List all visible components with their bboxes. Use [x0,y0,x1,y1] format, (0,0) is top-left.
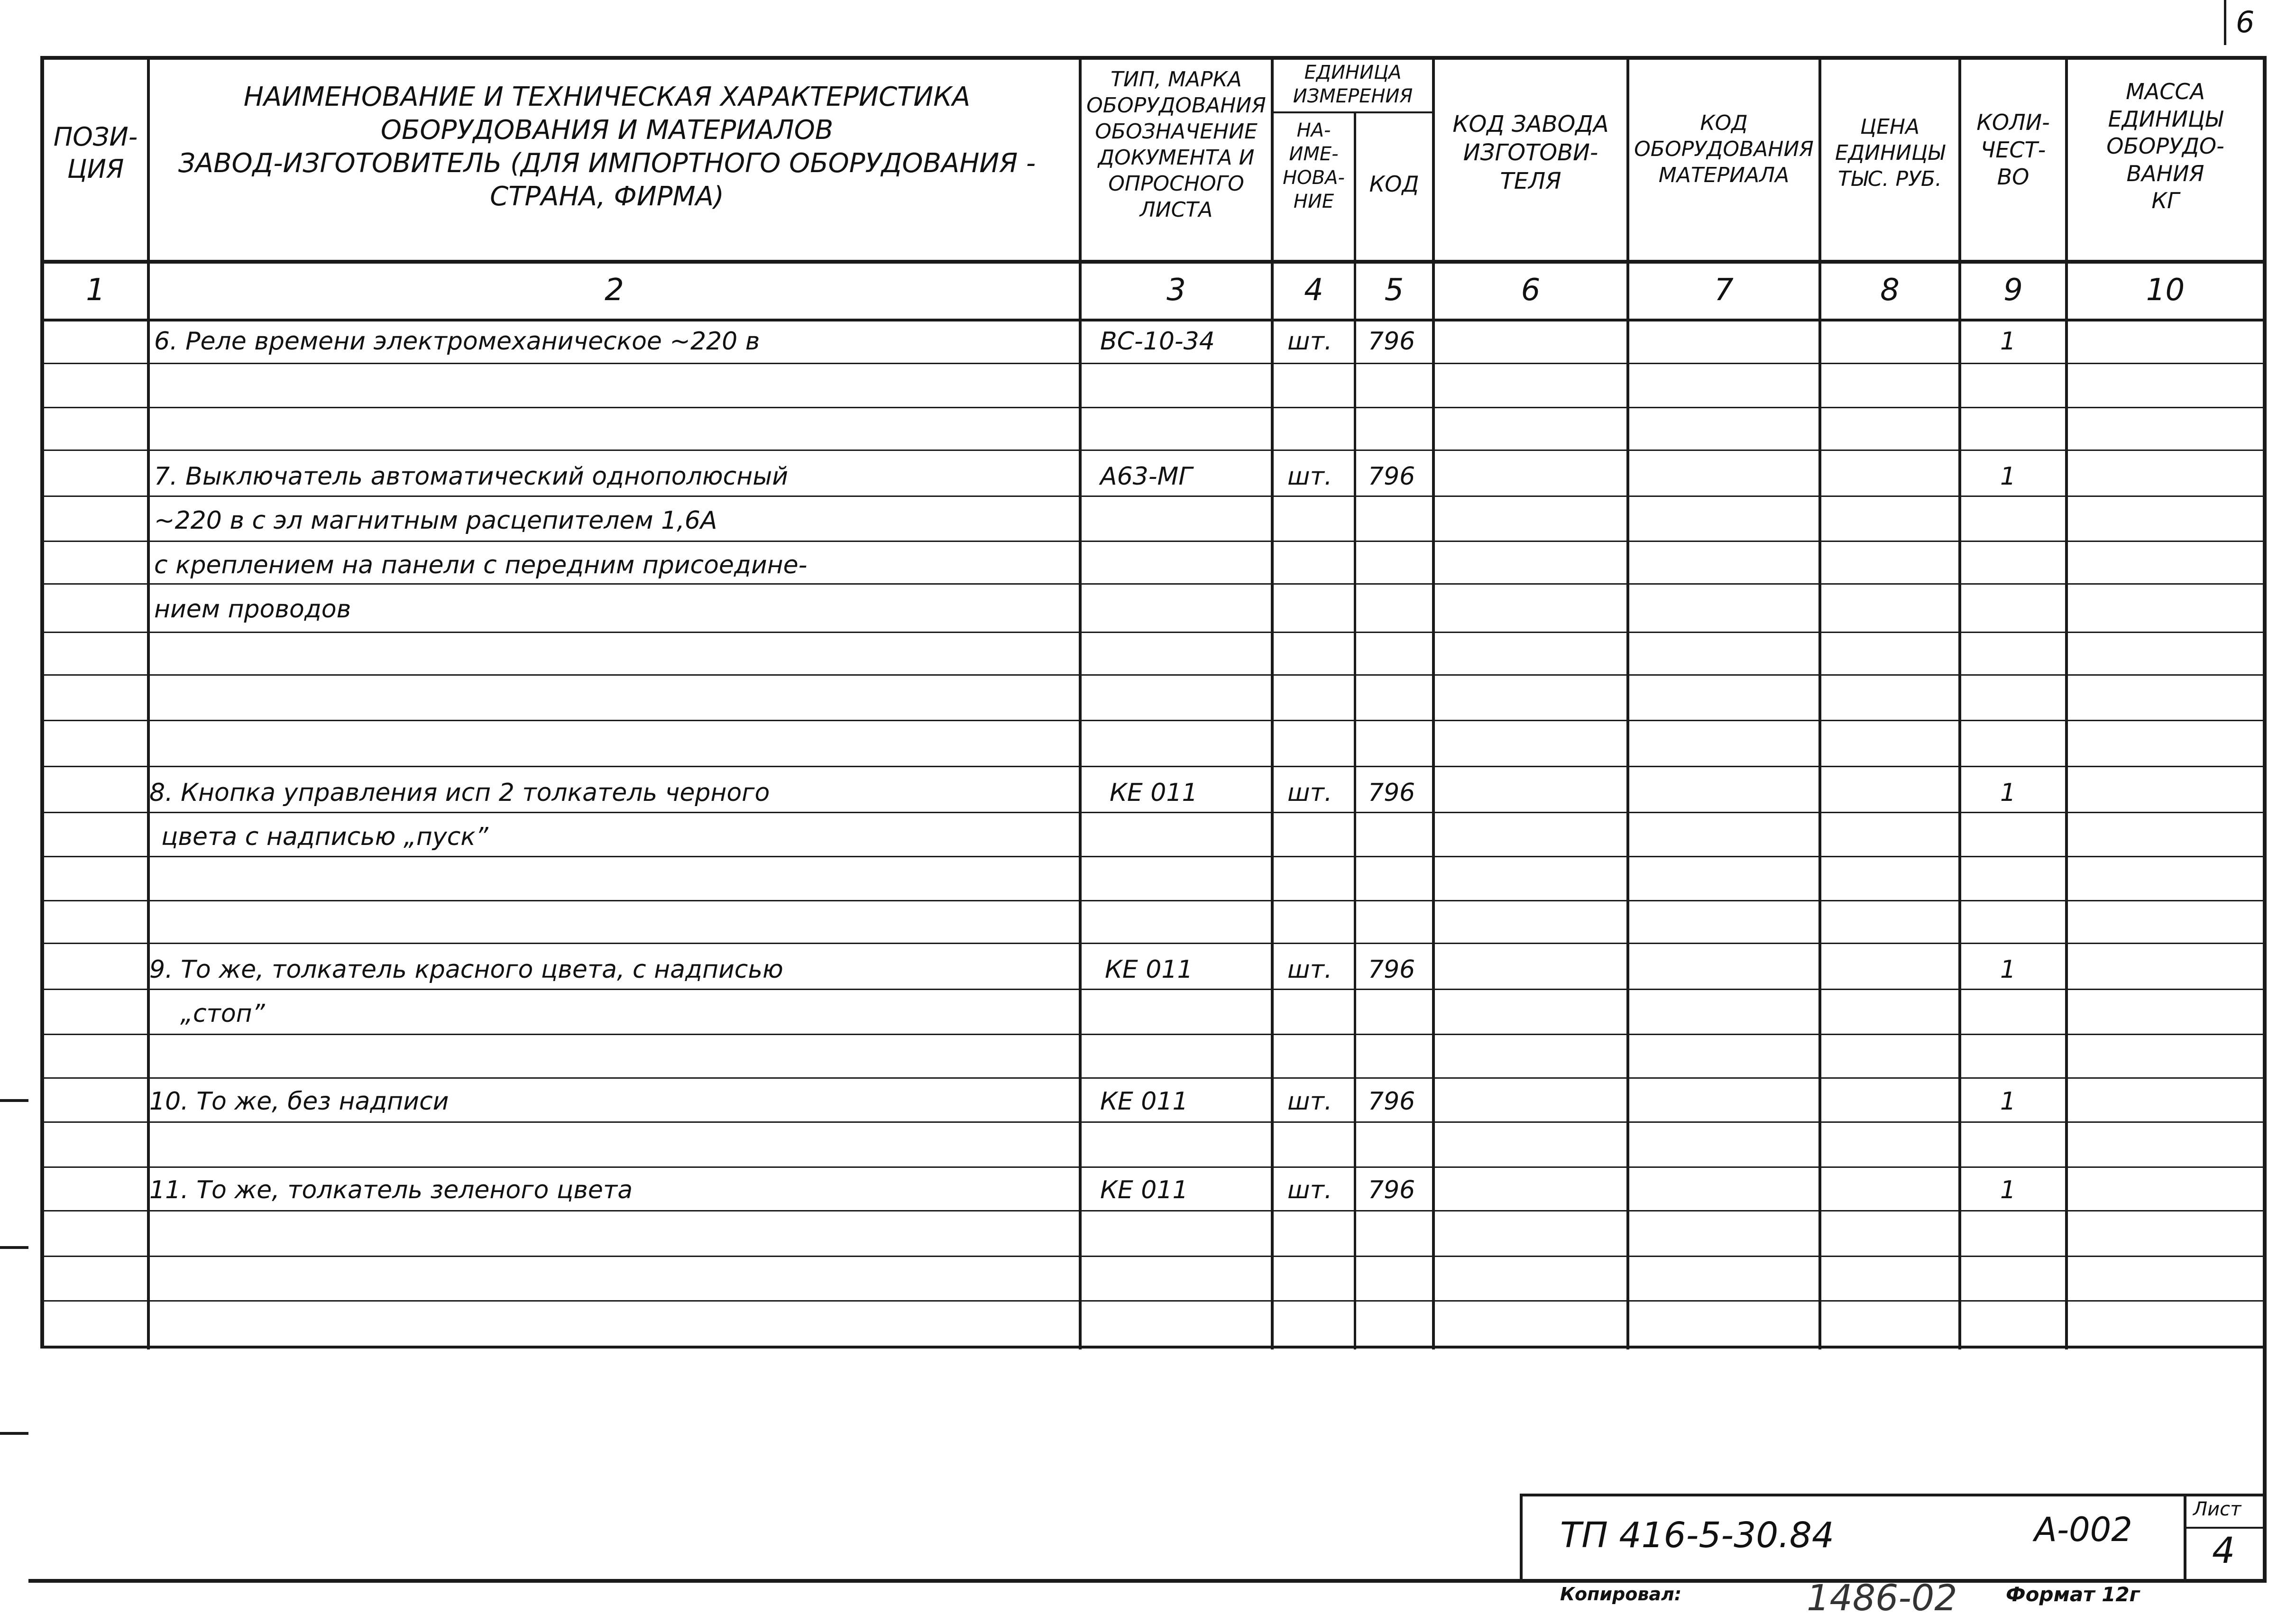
header-equipment-code: КОД ОБОРУДОВАНИЯ МАТЕРИАЛА [1634,111,1814,187]
item-quantity: 1 [2000,1087,2016,1116]
column-number: 9 [2003,273,2023,308]
item-unit: шт. [1287,1176,1332,1204]
item-quantity: 1 [2000,1176,2016,1204]
item-name: 8. Кнопка управления исп 2 толкатель черного [149,779,770,807]
column-number: 6 [1521,273,1541,308]
document-code: ТП 416-5-30.84 [1560,1515,1834,1556]
item-type: КЕ 011 [1110,779,1198,807]
copied-label: Копировал: [1560,1584,1682,1605]
column-number: 5 [1384,273,1404,308]
item-name: 7. Выключатель автоматический однополюсный [154,462,789,491]
item-unit-code: 796 [1368,955,1415,984]
item-quantity: 1 [2000,462,2016,491]
album-code: А-002 [2034,1510,2132,1549]
sheet-label: Лист [2193,1498,2241,1520]
header-price: ЦЕНА ЕДИНИЦЫ ТЫС. РУБ. [1835,115,1945,191]
item-type: ВС-10-34 [1100,327,1215,356]
header-plant-code: КОД ЗАВОДА ИЗГОТОВИ- ТЕЛЯ [1452,111,1609,194]
header-unit-name: НА- ИМЕ- НОВА- НИЕ [1283,119,1345,212]
item-unit: шт. [1287,462,1332,491]
format-label: Формат 12г [2006,1583,2140,1606]
header-unit-group: ЕДИНИЦА ИЗМЕРЕНИЯ [1293,62,1413,107]
item-unit-code: 796 [1368,1087,1415,1116]
column-number: 7 [1714,273,1734,308]
item-type: КЕ 011 [1100,1087,1188,1116]
item-name: 10. То же, без надписи [149,1087,449,1116]
item-name: 6. Реле времени электромеханическое ~220 в [154,327,760,356]
item-unit-code: 796 [1368,462,1415,491]
item-unit: шт. [1287,955,1332,984]
item-quantity: 1 [2000,327,2016,356]
item-unit-code: 796 [1368,327,1415,356]
item-unit-code: 796 [1368,779,1415,807]
item-type: КЕ 011 [1100,1176,1188,1204]
column-number: 1 [86,273,105,308]
item-name-continuation: нием проводов [154,595,351,624]
archive-number: 1486-02 [1807,1577,1957,1619]
header-position: ПОЗИ- ЦИЯ [53,122,138,184]
item-unit: шт. [1287,327,1332,356]
item-unit: шт. [1287,1087,1332,1116]
item-type: КЕ 011 [1105,955,1193,984]
header-mass: МАССА ЕДИНИЦЫ ОБОРУДО- ВАНИЯ КГ [2106,79,2224,213]
column-number: 2 [605,273,624,308]
sheet-number: 4 [2212,1529,2235,1571]
item-name-continuation: ~220 в с эл магнитным расцепителем 1,6А [154,506,717,535]
item-unit: шт. [1287,779,1332,807]
column-number: 3 [1166,273,1186,308]
item-quantity: 1 [2000,779,2016,807]
item-name: 11. То же, толкатель зеленого цвета [149,1176,633,1204]
header-quantity: КОЛИ- ЧЕСТ- ВО [1976,110,2050,190]
item-type: А63-МГ [1100,462,1193,491]
sheet-corner-number: 6 [2236,5,2255,39]
item-name-continuation: с креплением на панели с передним присоедине- [154,551,808,579]
column-number: 8 [1880,273,1900,308]
item-name-continuation: цвета с надписью „пуск” [161,823,488,851]
header-type: ТИП, МАРКА ОБОРУДОВАНИЯ ОБОЗНАЧЕНИЕ ДОКУМЕНТА И ОПРОСНОГО ЛИСТА [1086,67,1266,222]
item-unit-code: 796 [1368,1176,1415,1204]
column-number: 10 [2146,273,2185,308]
item-quantity: 1 [2000,955,2016,984]
header-unit-code: КОД [1369,171,1419,197]
header-name: НАИМЕНОВАНИЕ И ТЕХНИЧЕСКАЯ ХАРАКТЕРИСТИКА ОБОРУДОВАНИЯ И МАТЕРИАЛОВ ЗАВОД-ИЗГОТОВИТЕЛЬ (ДЛЯ ИМПОРТНОГО ОБОРУДОВАНИЯ - СТРАНА, ФИРМА) [178,82,1036,212]
item-name: 9. То же, толкатель красного цвета, с надписью [149,955,783,984]
column-number: 4 [1304,273,1323,308]
item-name-continuation: „стоп” [180,1000,265,1028]
